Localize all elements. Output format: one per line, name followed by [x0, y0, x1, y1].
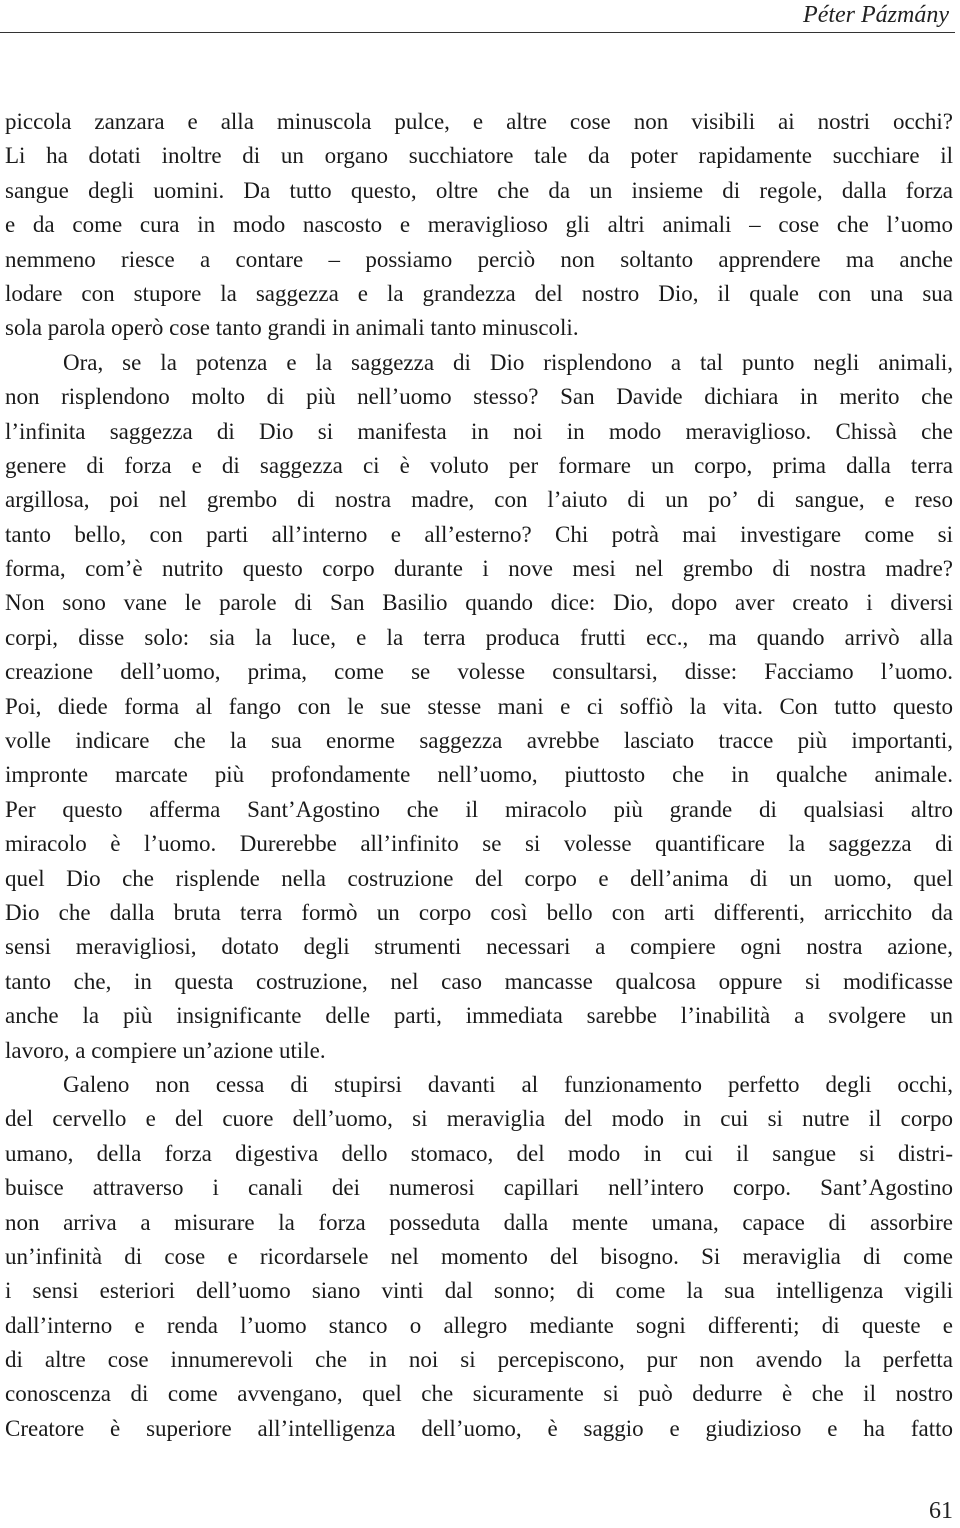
text-line: sangue degli uomini. Da tutto questo, oltre che da un insieme di regole, dalla forza: [5, 177, 953, 203]
text-line: Creatore è superiore all’intelligenza dell’uomo, è saggio e giudizioso e ha fatto: [5, 1415, 953, 1441]
text-line: impronte marcate più profondamente nell’uomo, piuttosto che in qualche animale.: [5, 762, 953, 788]
text-line: lavoro, a compiere un’azione utile.: [5, 1037, 326, 1063]
text-line: un’infinità di cose e ricordarsele nel momento del bisogno. Si meraviglia di come: [5, 1243, 953, 1269]
text-line: buisce attraverso i canali dei numerosi capillari nell’intero corpo. Sant’Agostino: [5, 1175, 953, 1201]
text-line: Ora, se la potenza e la saggezza di Dio risplendono a tal punto negli animali,: [63, 349, 953, 375]
body-text: [5, 105, 953, 1446]
text-line: Poi, diede forma al fango con le sue stesse mani e ci soffiò la vita. Con tutto questo: [5, 693, 953, 719]
text-line: quel Dio che risplende nella costruzione del corpo e dell’anima di un uomo, quel: [5, 865, 953, 891]
text-line: Li ha dotati inoltre di un organo succhiatore tale da poter rapidamente succhiare il: [5, 143, 953, 169]
text-line: anche la più insignificante delle parti, immediata sarebbe l’inabilità a svolgere un: [5, 1003, 953, 1029]
text-line: tanto bello, con parti all’interno e all’esterno? Chi potrà mai investigare come si: [5, 521, 953, 547]
page-number: 61: [929, 1498, 953, 1524]
text-line: di altre cose innumerevoli che in noi si percepiscono, pur non avendo la perfetta: [5, 1347, 953, 1373]
text-line: volle indicare che la sua enorme saggezza avrebbe lasciato tracce più importanti,: [5, 728, 953, 754]
text-line: sensi meravigliosi, dotato degli strumenti necessari a compiere ogni nostra azione,: [5, 934, 953, 960]
text-line: Galeno non cessa di stupirsi davanti al funzionamento perfetto degli occhi,: [63, 1071, 953, 1097]
text-line: Per questo afferma Sant’Agostino che il miracolo più grande di qualsiasi altro: [5, 796, 953, 822]
text-line: sola parola operò cose tanto grandi in animali tanto minuscoli.: [5, 315, 579, 341]
running-head-author: Péter Pázmány: [803, 2, 949, 28]
text-line: genere di forza e di saggezza ci è voluto per formare un corpo, prima dalla terra: [5, 452, 953, 478]
text-line: creazione dell’uomo, prima, come se volesse consultarsi, disse: Facciamo l’uomo.: [5, 659, 953, 685]
text-line: i sensi esteriori dell’uomo siano vinti dal sonno; di come la sua intelligenza vigili: [5, 1278, 953, 1304]
text-line: argillosa, poi nel grembo di nostra madre, con l’aiuto di un po’ di sangue, e reso: [5, 487, 953, 513]
running-head: [0, 0, 955, 33]
text-line: conoscenza di come avvengano, quel che sicuramente si può dedurre è che il nostro: [5, 1381, 953, 1407]
text-line: piccola zanzara e alla minuscola pulce, e altre cose non visibili ai nostri occhi?: [5, 109, 953, 134]
text-line: non risplendono molto di più nell’uomo stesso? San Davide dichiara in merito che: [5, 384, 953, 410]
text-line: umano, della forza digestiva dello stomaco, del modo in cui il sangue si distri-: [5, 1140, 953, 1166]
text-line: non arriva a misurare la forza posseduta dalla mente umana, capace di assorbire: [5, 1209, 953, 1235]
text-line: lodare con stupore la saggezza e la grandezza del nostro Dio, il quale con una sua: [5, 280, 953, 306]
text-line: corpi, disse solo: sia la luce, e la terra produca frutti ecc., ma quando arrivò alla: [5, 624, 953, 650]
text-line: forma, com’è nutrito questo corpo durante i nove mesi nel grembo di nostra madre?: [5, 556, 953, 582]
text-line: Dio che dalla bruta terra formò un corpo così bello con arti differenti, arricchito da: [5, 899, 953, 925]
text-line: miracolo è l’uomo. Durerebbe all’infinito se si volesse quantificare la saggezza di: [5, 831, 953, 857]
text-line: l’infinita saggezza di Dio si manifesta in noi in modo meraviglioso. Chissà che: [5, 418, 953, 444]
text-line: del cervello e del cuore dell’uomo, si meraviglia del modo in cui si nutre il corpo: [5, 1106, 953, 1132]
text-line: tanto che, in questa costruzione, nel caso mancasse qualcosa oppure si modificasse: [5, 968, 953, 994]
text-line: Non sono vane le parole di San Basilio quando dice: Dio, dopo aver creato i diversi: [5, 590, 953, 616]
text-line: dall’interno e renda l’uomo stanco o allegro mediante sogni differenti; di queste e: [5, 1312, 953, 1338]
text-line: e da come cura in modo nascosto e meraviglioso gli altri animali – cose che l’uomo: [5, 212, 953, 238]
text-line: nemmeno riesce a contare – possiamo perciò non soltanto apprendere ma anche: [5, 246, 953, 272]
